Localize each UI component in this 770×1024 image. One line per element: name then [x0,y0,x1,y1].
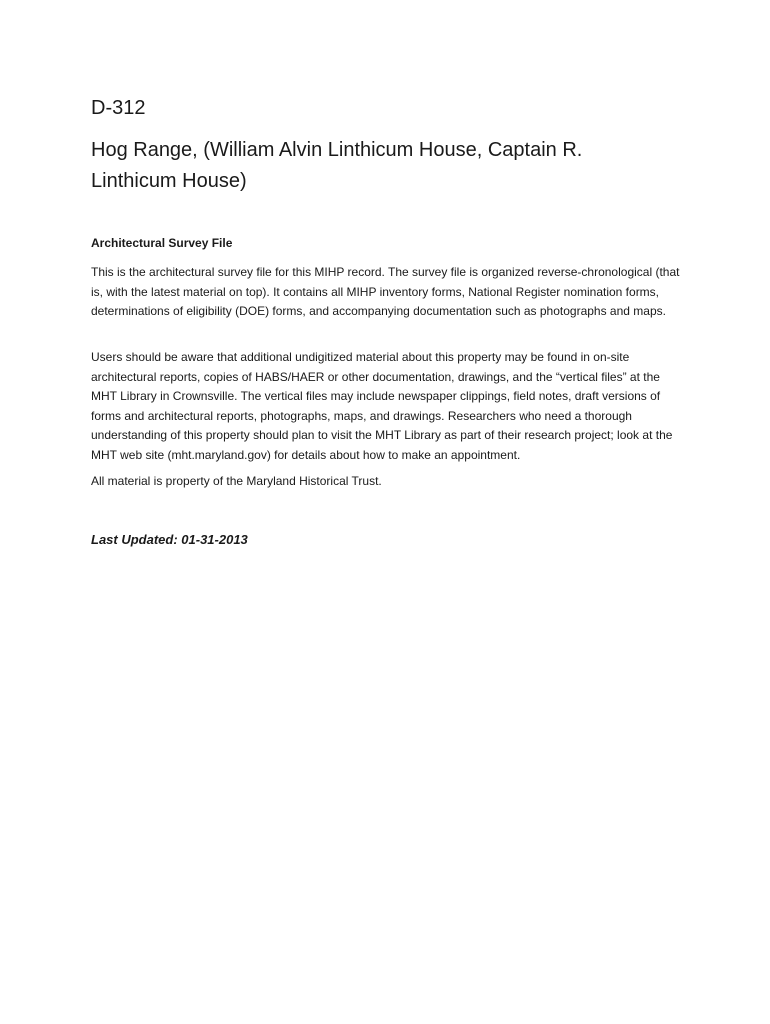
intro-paragraph: This is the architectural survey file for this MIHP record. The survey file is organized reverse-chronological (that is, with the latest material on top). It contains all MIHP inventory forms, National Register nomination forms, determinations of eligibility (DOE) forms, and accompanying documentation such as photographs and maps. [91,265,680,318]
record-title: Hog Range, (William Alvin Linthicum House, Captain R. Linthicum House) [91,139,583,192]
property-notice-paragraph: All material is property of the Maryland Historical Trust. [91,474,382,488]
undigitized-material-paragraph: Users should be aware that additional undigitized material about this property may be found in on-site architectural reports, copies of HABS/HAER or other documentation, drawings, and the “vertical files” at the MHT Library in Crownsville. The vertical files may include newspaper clippings, field notes, draft versions of forms and architectural reports, photographs, maps, and drawings. Researchers who need a thorough understanding of this property should plan to visit the MHT Library as part of their research project; look at the MHT web site (mht.maryland.gov) for details about how to make an appointment. [91,350,673,462]
last-updated-date: Last Updated: 01-31-2013 [91,532,248,547]
section-heading: Architectural Survey File [91,236,233,250]
record-id: D-312 [91,97,146,119]
